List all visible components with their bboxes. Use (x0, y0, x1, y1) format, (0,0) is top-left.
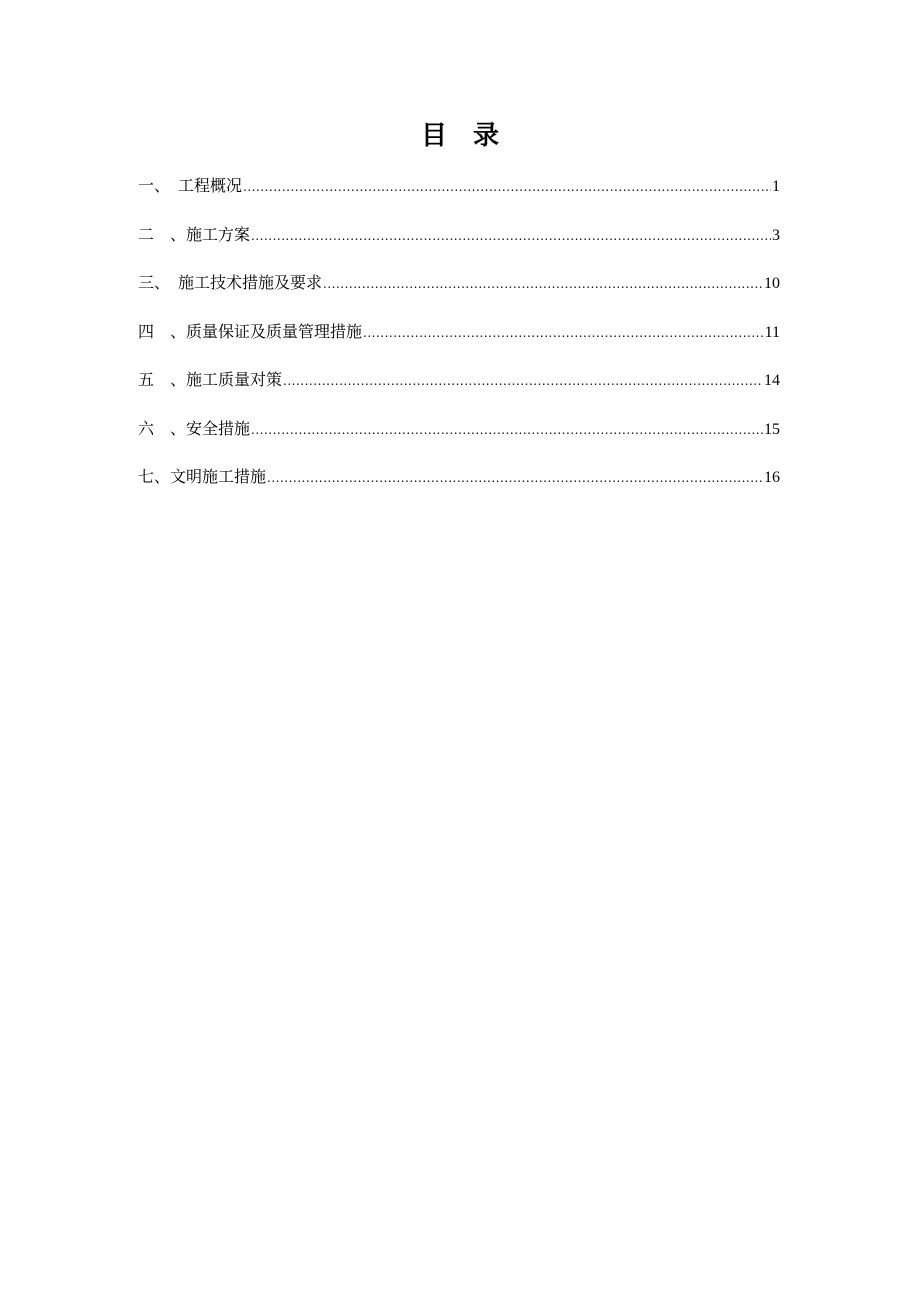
toc-entry-label: 二 、施工方案 (138, 224, 251, 244)
toc-entry[interactable] (138, 217, 780, 266)
table-of-contents (138, 168, 780, 508)
toc-leader-dots (323, 266, 763, 302)
toc-page-number: 16 (764, 469, 780, 486)
toc-page-number: 15 (764, 420, 780, 438)
toc-leader-dots (363, 315, 764, 351)
toc-entry[interactable] (138, 362, 780, 411)
toc-entry-label: 七、文明施工措施 (138, 467, 267, 486)
toc-entry[interactable] (138, 168, 780, 217)
toc-page-number: 3 (772, 226, 780, 244)
toc-entry-label: 四 、质量保证及质量管理措施 (138, 321, 363, 341)
toc-leader-dots (251, 412, 763, 448)
toc-entry[interactable] (138, 411, 780, 460)
toc-entry[interactable] (138, 265, 780, 314)
toc-leader-dots (267, 460, 763, 496)
toc-leader-dots (283, 363, 763, 399)
toc-leader-dots (251, 218, 771, 254)
toc-page-number: 11 (764, 323, 780, 341)
toc-entry[interactable] (138, 314, 780, 363)
toc-entry-label: 一、 工程概况 (138, 176, 243, 195)
toc-page-number: 1 (772, 178, 780, 195)
toc-entry[interactable] (138, 459, 780, 508)
page-title: 目 录 (420, 121, 499, 151)
toc-page-number: 10 (764, 275, 780, 292)
toc-entry-label: 六 、安全措施 (138, 418, 251, 438)
toc-page-number: 14 (764, 372, 780, 389)
toc-entry-label: 三、 施工技术措施及要求 (138, 273, 323, 292)
toc-leader-dots (243, 169, 771, 205)
toc-entry-label: 五 、施工质量对策 (138, 370, 283, 389)
